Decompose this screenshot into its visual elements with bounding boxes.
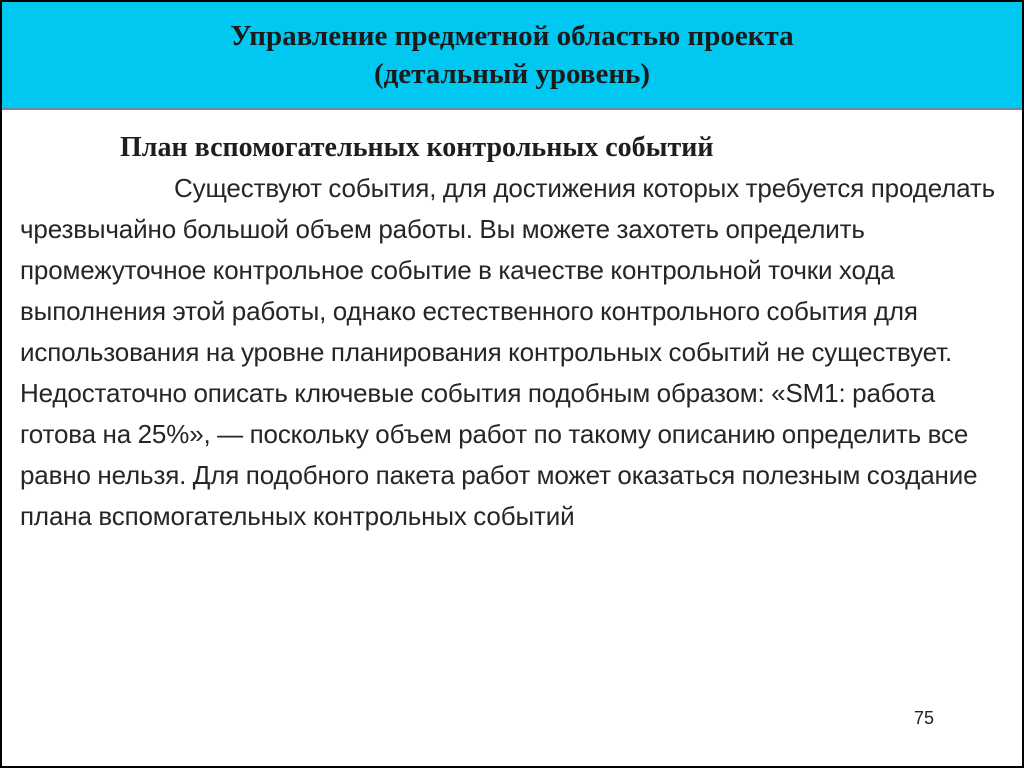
slide xyxy=(2,2,1022,766)
section-subheading: План вспомогательных контрольных событий xyxy=(120,132,714,163)
page-number: 75 xyxy=(914,708,935,728)
body-paragraph: Существуют события, для достижения которых требуется проделать чрезвычайно большой объем работы. Вы можете захотеть определить промежуточное контрольное событие в качестве контрольной точки хода выполнения этой работы, однако естественного контрольного события для использования на уровне планирования контрольных событий не существует. Недостаточно описать ключевые события подобным образом: «SM1: работа готова на 25%», — поскольку объем работ по такому описанию определить все равно нельзя. Для подобного пакета работ может оказаться полезным создание плана вспомогательных контрольных событий xyxy=(20,173,996,531)
slide-title-line-2: (детальный уровень) xyxy=(373,58,651,90)
slide-body xyxy=(20,128,1010,537)
slide-header xyxy=(2,2,1022,110)
slide-title-line-1: Управление предметной областью проекта xyxy=(230,20,794,52)
